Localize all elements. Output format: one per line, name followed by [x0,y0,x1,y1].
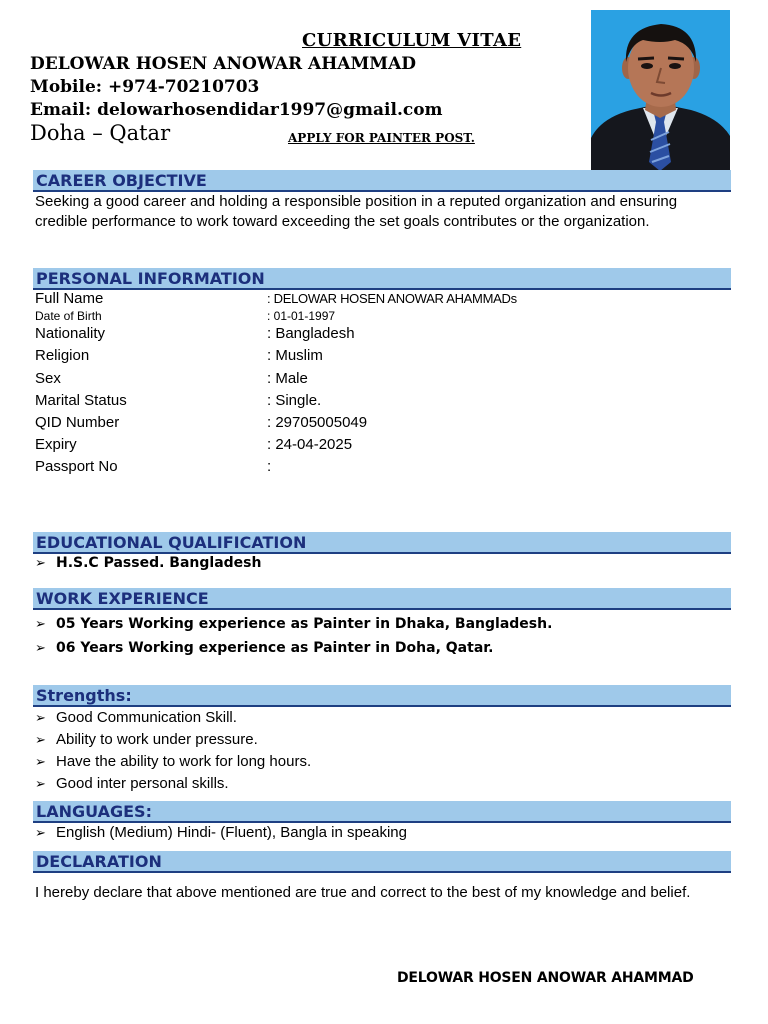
section-header-work-experience [33,588,731,610]
info-label-expiry: Expiry [35,436,77,453]
info-value-nationality: : Bangladesh [267,325,355,342]
arrowhead-bullet-icon: ➢ [35,710,46,725]
section-header-education [33,532,731,554]
info-label-full-name: Full Name [35,290,104,307]
info-value-expiry: : 24-04-2025 [267,436,353,453]
section-header-declaration [33,851,731,873]
section-title: DECLARATION [36,852,162,871]
strength-item: ➢ Good Communication Skill. [35,709,237,726]
info-value-qid-number: : 29705005049 [267,414,368,431]
info-label-date-of-birth: Date of Birth [35,309,102,323]
strength-item: ➢ Good inter personal skills. [35,775,229,792]
section-header-languages [33,801,731,823]
section-title: WORK EXPERIENCE [36,589,209,608]
profile-photo [591,10,730,171]
location: Doha – Qatar [30,121,171,145]
language-item: ➢ English (Medium) Hindi- (Fluent), Bangla in speaking [35,824,407,841]
section-title: EDUCATIONAL QUALIFICATION [36,533,307,552]
section-title: LANGUAGES: [36,802,152,821]
section-title: Strengths: [36,686,132,705]
info-value-date-of-birth: : 01-01-1997 [267,309,336,323]
arrowhead-bullet-icon: ➢ [35,732,46,747]
info-value-passport-no: : [267,458,272,475]
arrowhead-bullet-icon: ➢ [35,754,46,769]
apply-for-post: APPLY FOR PAINTER POST. [288,131,475,145]
info-value-marital-status: : Single. [267,392,322,409]
info-label-nationality: Nationality [35,325,106,342]
info-label-religion: Religion [35,347,90,364]
education-item: ➢ H.S.C Passed. Bangladesh [35,555,262,571]
arrowhead-bullet-icon: ➢ [35,776,46,791]
section-title: CAREER OBJECTIVE [36,171,207,190]
strength-item: ➢ Have the ability to work for long hours. [35,753,312,770]
mobile-number: Mobile: +974-70210703 [30,77,260,97]
work-experience-item: ➢ 06 Years Working experience as Painter in Doha, Qatar. [35,640,494,656]
signature-name: DELOWAR HOSEN ANOWAR AHAMMAD [397,970,694,986]
section-header-strengths [33,685,731,707]
portrait-illustration [591,10,730,171]
info-label-passport-no: Passport No [35,458,118,475]
document-title: CURRICULUM VITAE [302,30,522,51]
email-address: Email: delowarhosendidar1997@gmail.com [30,100,443,120]
section-header-personal-information [33,268,731,290]
info-label-qid-number: QID Number [35,414,120,431]
career-objective-text: Seeking a good career and holding a responsible position in a reputed organization and ensuring credible performance to work toward exceeding the set goals contributes or the organization. [35,193,678,230]
work-experience-item: ➢ 05 Years Working experience as Painter in Dhaka, Bangladesh. [35,616,553,632]
info-label-marital-status: Marital Status [35,392,127,409]
info-value-religion: : Muslim [267,347,323,364]
section-title: PERSONAL INFORMATION [36,269,265,288]
arrowhead-bullet-icon: ➢ [35,825,46,840]
section-header-career-objective [33,170,731,192]
applicant-name: DELOWAR HOSEN ANOWAR AHAMMAD [30,54,417,74]
arrowhead-bullet-icon: ➢ [35,641,46,656]
strength-item: ➢ Ability to work under pressure. [35,731,258,748]
info-value-full-name: : DELOWAR HOSEN ANOWAR AHAMMADs [267,291,517,306]
arrowhead-bullet-icon: ➢ [35,556,46,571]
arrowhead-bullet-icon: ➢ [35,617,46,632]
declaration-text: I hereby declare that above mentioned are true and correct to the best of my knowledge and belief. [35,884,691,901]
info-label-sex: Sex [35,370,61,387]
info-value-sex: : Male [267,370,308,387]
